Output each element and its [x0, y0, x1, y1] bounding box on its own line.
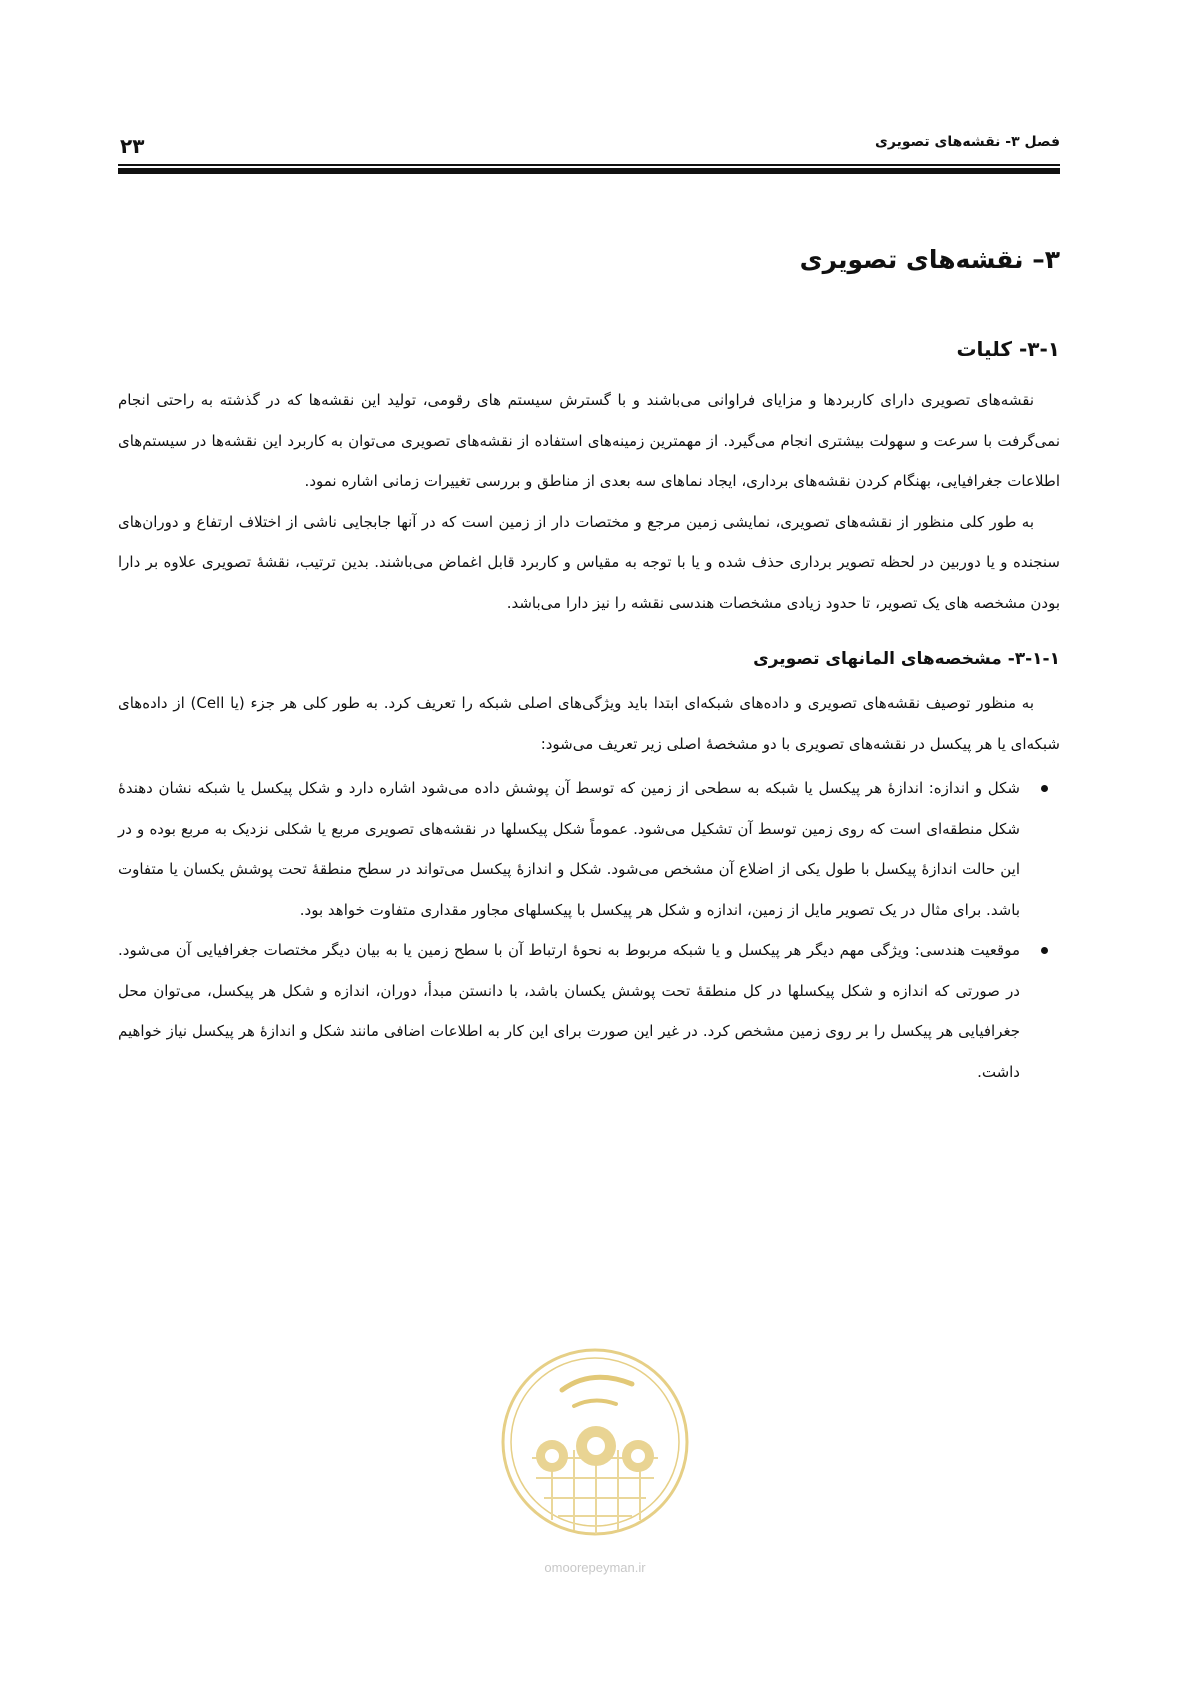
running-chapter-title: فصل ۳- نقشه‌های تصویری: [875, 134, 1060, 150]
watermark-seal-icon: [492, 1338, 698, 1552]
list-item-geometric-position: [118, 930, 1020, 1092]
paragraph-applications: نقشه‌های تصویری دارای کاربردها و مزایای فراوانی می‌باشند و با گسترش سیستم های رقومی، تولید این نقشه‌ها که در گذشته به راحتی انجام نمی‌گرفت با سرعت و سهولت بیشتری انجام می‌گیرد. از مهمترین زمینه‌های استفاده از نقشه‌های تصویری می‌توان به کاربرد این نقشه‌ها در سیستم‌های اطلاعات جغرافیایی، بهنگام کردن نقشه‌های برداری، ایجاد نماهای سه بعدی از مناطق و بررسی تغییرات زمانی اشاره نمود.: [118, 391, 1060, 490]
page-number: ۲۳: [120, 134, 145, 158]
watermark-url: omoorepeyman.ir: [544, 1560, 646, 1575]
running-header: [118, 128, 1060, 160]
bullet-icon: [1041, 785, 1048, 792]
paragraph-grid-intro: به منظور توصیف نقشه‌های تصویری و داده‌های شبکه‌ای ابتدا باید ویژگی‌های اصلی شبکه را تعریف کرد. به طور کلی هر جزء (یا Cell) از داده‌های شبکه‌ای یا هر پیکسل در نقشه‌های تصویری با دو مشخصهٔ اصلی زیر تعریف می‌شود:: [118, 694, 1060, 753]
section-heading-general: ۳-۱- کلیات: [956, 337, 1060, 361]
list-item-text: موقعیت هندسی: ویژگی مهم دیگر هر پیکسل و یا شبکه مربوط به نحوهٔ ارتباط آن با سطح زمین یا به بیان دیگر مختصات جغرافیایی آن می‌شود. در صورتی که اندازه و شکل پیکسلها در کل منطقهٔ تحت پوشش یکسان باشد، با دانستن مبدأ، دوران، اندازه و شکل هر پیکسل، می‌توان محل جغرافیایی هر پیکسل را بر روی زمین مشخص کرد. در غیر این صورت برای این کار به اطلاعات اضافی مانند شکل و اندازهٔ هر پیکسل نیاز خواهیم داشت.: [118, 941, 1020, 1081]
header-rule-thin: [118, 164, 1060, 166]
chapter-heading: ۳– نقشه‌های تصویری: [799, 245, 1060, 274]
characteristics-list: [118, 768, 1060, 1092]
subsection-heading-pixel-characteristics: ۳-۱-۱- مشخصه‌های المانهای تصویری: [753, 649, 1060, 669]
page-body: [118, 240, 1060, 1092]
bullet-icon: [1041, 947, 1048, 954]
header-rule-thick: [118, 168, 1060, 174]
list-item-shape-size: [118, 768, 1020, 930]
paragraph-definition: به طور کلی منظور از نقشه‌های تصویری، نمایشی زمین مرجع و مختصات دار از زمین است که در آنها جابجایی ناشی از اختلاف ارتفاع و دوران‌های سنجنده و یا دوربین در لحظه تصویر برداری حذف شده و یا با توجه به مقیاس و کاربرد قابل اغماض می‌باشند. بدین ترتیب، نقشهٔ تصویری علاوه بر دارا بودن مشخصه های یک تصویر، تا حدود زیادی مشخصات هندسی نقشه را نیز دارا می‌باشد.: [118, 512, 1060, 612]
list-item-text: شکل و اندازه: اندازهٔ هر پیکسل یا شبکه به سطحی از زمین که توسط آن پوشش داده می‌شود اشاره دارد و شکل پیکسل یا شبکه نشان دهندهٔ شکل منطقه‌ای است که روی زمین توسط آن تشکیل می‌شود. عموماً شکل پیکسلها در نقشه‌های تصویری مربع یا شکلی نزدیک به مربع بوده و در این حالت اندازهٔ پیکسل با طول یکی از اضلاع آن مشخص می‌شود. شکل و اندازهٔ پیکسل می‌تواند در سطح منطقهٔ تحت پوشش یکسان یا متفاوت باشد. برای مثال در یک تصویر مایل از زمین، اندازه و شکل هر پیکسل با پیکسلهای مجاور مقداری متفاوت خواهد بود.: [118, 779, 1020, 919]
watermark-logo: [492, 1338, 698, 1578]
